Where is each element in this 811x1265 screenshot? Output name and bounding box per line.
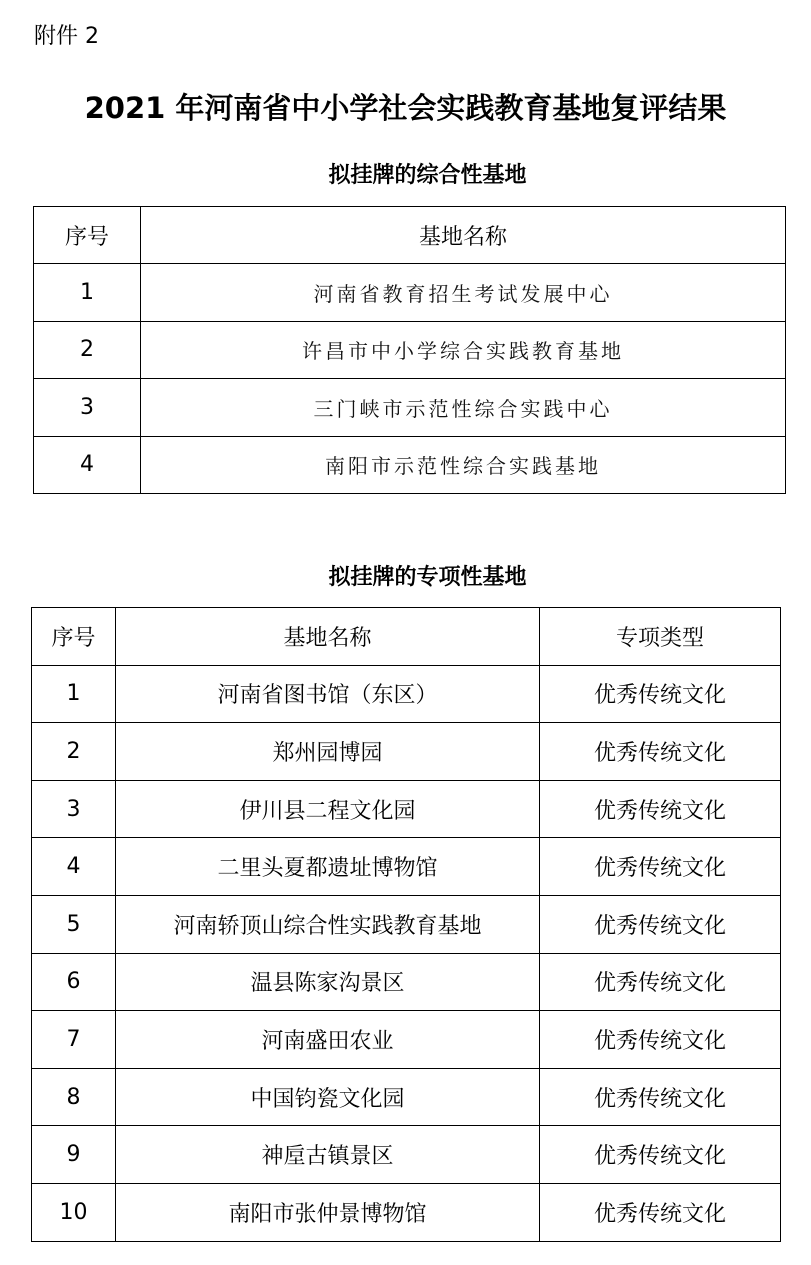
- row-specialty-type: 优秀传统文化: [540, 895, 781, 953]
- specialized-bases-table: [31, 607, 781, 1242]
- row-index: 5: [32, 895, 116, 953]
- table-row: [34, 436, 786, 493]
- row-index: 2: [34, 321, 141, 378]
- row-index: 1: [34, 264, 141, 321]
- row-base-name: 郑州园博园: [116, 723, 540, 781]
- header-specialty-type: 专项类型: [540, 608, 781, 666]
- table-row: [32, 780, 781, 838]
- row-base-name: 二里头夏都遗址博物馆: [116, 838, 540, 896]
- row-specialty-type: 优秀传统文化: [540, 838, 781, 896]
- row-index: 7: [32, 1011, 116, 1069]
- row-specialty-type: 优秀传统文化: [540, 665, 781, 723]
- row-base-name: 神垕古镇景区: [116, 1126, 540, 1184]
- row-specialty-type: 优秀传统文化: [540, 1126, 781, 1184]
- row-base-name: 三门峡市示范性综合实践中心: [141, 379, 786, 436]
- table-row: [34, 321, 786, 378]
- row-index: 4: [32, 838, 116, 896]
- row-index: 3: [34, 379, 141, 436]
- table-row: [32, 665, 781, 723]
- row-index: 3: [32, 780, 116, 838]
- row-specialty-type: 优秀传统文化: [540, 1183, 781, 1241]
- table-row: [34, 379, 786, 436]
- row-base-name: 河南轿顶山综合性实践教育基地: [116, 895, 540, 953]
- header-index: 序号: [32, 608, 116, 666]
- row-base-name: 南阳市张仲景博物馆: [116, 1183, 540, 1241]
- table-header-row: [32, 608, 781, 666]
- row-base-name: 许昌市中小学综合实践教育基地: [141, 321, 786, 378]
- table-row: [32, 1183, 781, 1241]
- row-base-name: 河南省图书馆（东区）: [116, 665, 540, 723]
- document-title: 2021 年河南省中小学社会实践教育基地复评结果: [84, 91, 727, 125]
- row-specialty-type: 优秀传统文化: [540, 1068, 781, 1126]
- row-index: 10: [32, 1183, 116, 1241]
- table-row: [32, 953, 781, 1011]
- table-row: [34, 264, 786, 321]
- table-row: [32, 723, 781, 781]
- header-base-name: 基地名称: [141, 207, 786, 264]
- row-index: 6: [32, 953, 116, 1011]
- row-specialty-type: 优秀传统文化: [540, 953, 781, 1011]
- comprehensive-section-title: 拟挂牌的综合性基地: [328, 163, 527, 188]
- attachment-label: 附件 2: [34, 24, 99, 49]
- row-specialty-type: 优秀传统文化: [540, 723, 781, 781]
- row-base-name: 中国钧瓷文化园: [116, 1068, 540, 1126]
- comprehensive-bases-table: [33, 206, 786, 494]
- row-index: 9: [32, 1126, 116, 1184]
- row-base-name: 南阳市示范性综合实践基地: [141, 436, 786, 493]
- table-row: [32, 838, 781, 896]
- row-base-name: 河南盛田农业: [116, 1011, 540, 1069]
- table-row: [32, 1011, 781, 1069]
- row-index: 2: [32, 723, 116, 781]
- table-row: [32, 895, 781, 953]
- row-specialty-type: 优秀传统文化: [540, 780, 781, 838]
- specialized-section-title: 拟挂牌的专项性基地: [328, 565, 527, 590]
- row-base-name: 河南省教育招生考试发展中心: [141, 264, 786, 321]
- header-index: 序号: [34, 207, 141, 264]
- row-index: 4: [34, 436, 141, 493]
- table-header-row: [34, 207, 786, 264]
- row-base-name: 伊川县二程文化园: [116, 780, 540, 838]
- table-row: [32, 1068, 781, 1126]
- row-specialty-type: 优秀传统文化: [540, 1011, 781, 1069]
- row-index: 8: [32, 1068, 116, 1126]
- row-index: 1: [32, 665, 116, 723]
- table-row: [32, 1126, 781, 1184]
- row-base-name: 温县陈家沟景区: [116, 953, 540, 1011]
- header-base-name: 基地名称: [116, 608, 540, 666]
